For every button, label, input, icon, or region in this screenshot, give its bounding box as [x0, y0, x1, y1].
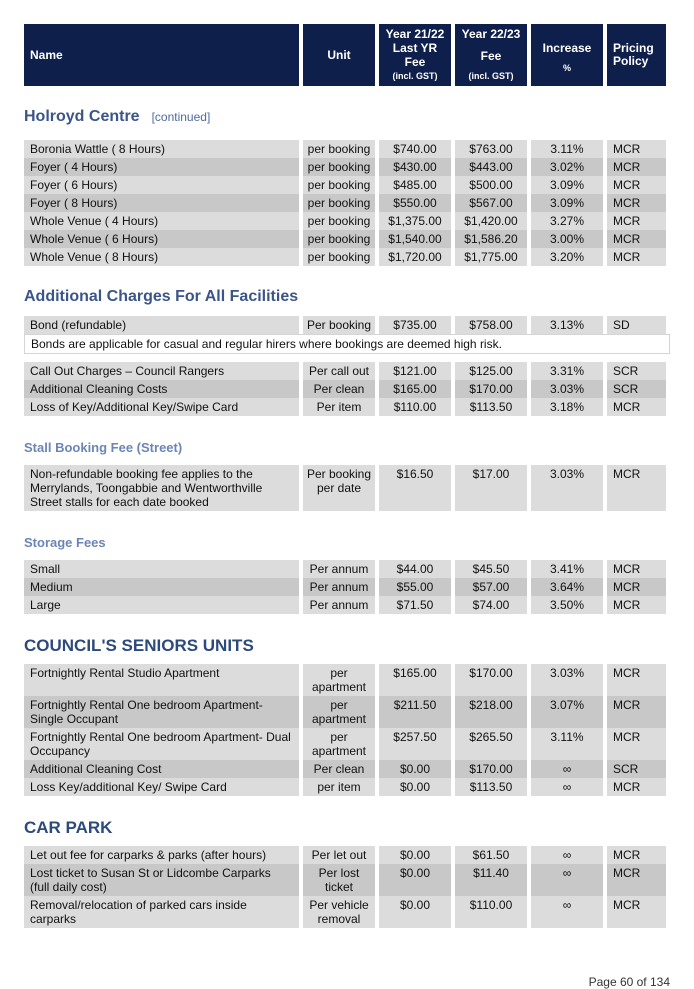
row-unit: per booking — [303, 194, 375, 212]
row-policy: MCR — [607, 230, 666, 248]
carpark-rows — [24, 846, 670, 928]
row-unit: per booking — [303, 176, 375, 194]
row-policy: MCR — [607, 398, 666, 416]
row-last-fee: $485.00 — [379, 176, 451, 194]
row-increase: ∞ — [531, 846, 603, 864]
row-unit: per apartment — [303, 728, 375, 760]
seniors-rows — [24, 664, 670, 796]
page-number: Page 60 of 134 — [588, 975, 670, 989]
row-name: Additional Cleaning Costs — [24, 380, 299, 398]
row-policy: MCR — [607, 896, 666, 928]
row-increase: ∞ — [531, 896, 603, 928]
row-unit: per booking — [303, 230, 375, 248]
row-name: Call Out Charges – Council Rangers — [24, 362, 299, 380]
row-increase: 3.02% — [531, 158, 603, 176]
fee-schedule — [24, 24, 670, 928]
table-row — [24, 140, 670, 158]
row-increase: 3.64% — [531, 578, 603, 596]
row-fee: $500.00 — [455, 176, 527, 194]
row-policy: SCR — [607, 760, 666, 778]
row-last-fee: $0.00 — [379, 864, 451, 896]
header-unit — [303, 24, 375, 86]
row-unit: per item — [303, 778, 375, 796]
row-name: Let out fee for carparks & parks (after hours) — [24, 846, 299, 864]
table-row — [24, 248, 670, 266]
header-last-year-l1: Year 21/22 — [385, 27, 445, 41]
row-last-fee: $0.00 — [379, 760, 451, 778]
row-unit: per apartment — [303, 696, 375, 728]
row-policy: MCR — [607, 212, 666, 230]
header-policy-l1: Pricing — [613, 41, 654, 55]
row-increase: 3.07% — [531, 696, 603, 728]
table-row — [24, 212, 670, 230]
section-title-stall: Stall Booking Fee (Street) — [24, 440, 183, 455]
row-increase: 3.13% — [531, 316, 603, 334]
row-fee: $113.50 — [455, 778, 527, 796]
row-increase: 3.09% — [531, 176, 603, 194]
continued-label: [continued] — [151, 110, 211, 124]
table-row — [24, 362, 670, 380]
row-last-fee: $165.00 — [379, 664, 451, 696]
table-header — [24, 24, 670, 86]
table-row — [24, 846, 670, 864]
row-policy: MCR — [607, 846, 666, 864]
row-last-fee: $0.00 — [379, 896, 451, 928]
row-increase: 3.00% — [531, 230, 603, 248]
row-unit: Per booking — [303, 316, 375, 334]
row-unit: Per annum — [303, 596, 375, 614]
row-last-fee: $71.50 — [379, 596, 451, 614]
row-fee: $61.50 — [455, 846, 527, 864]
row-policy: SD — [607, 316, 666, 334]
table-row — [24, 896, 670, 928]
row-last-fee: $0.00 — [379, 778, 451, 796]
header-fee — [455, 24, 527, 86]
row-fee: $1,586.20 — [455, 230, 527, 248]
row-increase: 3.41% — [531, 560, 603, 578]
table-row — [24, 760, 670, 778]
table-row — [24, 176, 670, 194]
header-last-year-l4: (incl. GST) — [392, 71, 438, 81]
row-increase: ∞ — [531, 760, 603, 778]
header-fee-l3: (incl. GST) — [468, 71, 514, 81]
table-row — [24, 728, 670, 760]
row-policy: MCR — [607, 158, 666, 176]
additional-rows — [24, 362, 670, 416]
row-last-fee: $550.00 — [379, 194, 451, 212]
row-fee: $567.00 — [455, 194, 527, 212]
row-last-fee: $430.00 — [379, 158, 451, 176]
row-unit: per booking — [303, 212, 375, 230]
row-fee: $1,420.00 — [455, 212, 527, 230]
row-fee: $170.00 — [455, 380, 527, 398]
row-name: Loss Key/additional Key/ Swipe Card — [24, 778, 299, 796]
row-last-fee: $1,375.00 — [379, 212, 451, 230]
row-name: Loss of Key/Additional Key/Swipe Card — [24, 398, 299, 416]
row-policy: MCR — [607, 194, 666, 212]
row-name: Foyer ( 8 Hours) — [24, 194, 299, 212]
row-policy: MCR — [607, 465, 666, 511]
row-unit: Per item — [303, 398, 375, 416]
row-increase: ∞ — [531, 778, 603, 796]
header-policy-l2: Policy — [613, 54, 649, 68]
row-last-fee: $16.50 — [379, 465, 451, 511]
row-policy: MCR — [607, 596, 666, 614]
row-policy: MCR — [607, 176, 666, 194]
row-fee: $218.00 — [455, 696, 527, 728]
header-unit-label: Unit — [327, 48, 351, 62]
row-unit: per booking — [303, 158, 375, 176]
row-name: Fortnightly Rental One bedroom Apartment- Dual Occupancy — [24, 728, 299, 760]
row-name: Foyer ( 4 Hours) — [24, 158, 299, 176]
bond-note: Bonds are applicable for casual and regular hirers where bookings are deemed high risk. — [24, 334, 670, 354]
row-last-fee: $1,720.00 — [379, 248, 451, 266]
row-name: Whole Venue ( 6 Hours) — [24, 230, 299, 248]
table-row — [24, 194, 670, 212]
row-last-fee: $55.00 — [379, 578, 451, 596]
header-last-year — [379, 24, 451, 86]
row-last-fee: $211.50 — [379, 696, 451, 728]
header-last-year-l2: Last YR — [392, 41, 438, 55]
row-unit: Per annum — [303, 560, 375, 578]
row-fee: $11.40 — [455, 864, 527, 896]
header-name-label: Name — [30, 48, 63, 62]
row-last-fee: $740.00 — [379, 140, 451, 158]
row-policy: MCR — [607, 864, 666, 896]
row-last-fee: $44.00 — [379, 560, 451, 578]
row-policy: SCR — [607, 362, 666, 380]
row-fee: $110.00 — [455, 896, 527, 928]
header-name — [24, 24, 299, 86]
section-title-additional: Additional Charges For All Facilities — [24, 288, 299, 305]
row-unit: Per call out — [303, 362, 375, 380]
row-increase: 3.18% — [531, 398, 603, 416]
table-row — [24, 578, 670, 596]
row-fee: $125.00 — [455, 362, 527, 380]
header-last-year-l3: Fee — [404, 55, 426, 69]
table-row — [24, 380, 670, 398]
row-increase: 3.20% — [531, 248, 603, 266]
row-unit: Per clean — [303, 380, 375, 398]
row-fee: $57.00 — [455, 578, 527, 596]
header-increase-l1: Increase — [542, 41, 592, 55]
row-fee: $1,775.00 — [455, 248, 527, 266]
row-fee: $763.00 — [455, 140, 527, 158]
row-policy: MCR — [607, 728, 666, 760]
holroyd-title: Holroyd Centre — [24, 108, 140, 125]
row-policy: MCR — [607, 140, 666, 158]
table-row — [24, 230, 670, 248]
row-fee: $170.00 — [455, 664, 527, 696]
row-unit: Per vehicle removal — [303, 896, 375, 928]
row-last-fee: $1,540.00 — [379, 230, 451, 248]
row-fee: $45.50 — [455, 560, 527, 578]
row-name: Medium — [24, 578, 299, 596]
section-title-seniors: COUNCIL'S SENIORS UNITS — [24, 636, 254, 655]
row-policy: MCR — [607, 664, 666, 696]
row-increase: 3.11% — [531, 140, 603, 158]
row-last-fee: $735.00 — [379, 316, 451, 334]
row-fee: $113.50 — [455, 398, 527, 416]
row-unit: Per clean — [303, 760, 375, 778]
row-increase: 3.03% — [531, 465, 603, 511]
section-title-carpark: CAR PARK — [24, 818, 113, 837]
row-unit: Per annum — [303, 578, 375, 596]
header-fee-l1: Year 22/23 — [461, 27, 521, 41]
row-name: Lost ticket to Susan St or Lidcombe Carparks (full daily cost) — [24, 864, 299, 896]
row-fee: $17.00 — [455, 465, 527, 511]
row-last-fee: $0.00 — [379, 846, 451, 864]
table-row — [24, 398, 670, 416]
table-row — [24, 664, 670, 696]
row-increase: 3.09% — [531, 194, 603, 212]
header-increase — [531, 24, 603, 86]
row-name: Non-refundable booking fee applies to the Merrylands, Toongabbie and Wentworthville Street stalls for each date booked — [24, 465, 299, 511]
row-last-fee: $165.00 — [379, 380, 451, 398]
row-unit: Per let out — [303, 846, 375, 864]
row-unit: per apartment — [303, 664, 375, 696]
row-policy: MCR — [607, 248, 666, 266]
row-fee: $758.00 — [455, 316, 527, 334]
table-row-bond — [24, 316, 670, 334]
row-name: Boronia Wattle ( 8 Hours) — [24, 140, 299, 158]
row-increase: 3.50% — [531, 596, 603, 614]
row-name: Bond (refundable) — [24, 316, 299, 334]
row-policy: MCR — [607, 578, 666, 596]
table-row — [24, 864, 670, 896]
table-row — [24, 696, 670, 728]
row-increase: ∞ — [531, 864, 603, 896]
row-name: Whole Venue ( 4 Hours) — [24, 212, 299, 230]
row-last-fee: $121.00 — [379, 362, 451, 380]
row-name: Fortnightly Rental Studio Apartment — [24, 664, 299, 696]
row-increase: 3.27% — [531, 212, 603, 230]
row-unit: Per lost ticket — [303, 864, 375, 896]
row-name: Fortnightly Rental One bedroom Apartment- Single Occupant — [24, 696, 299, 728]
row-fee: $265.50 — [455, 728, 527, 760]
row-fee: $443.00 — [455, 158, 527, 176]
header-increase-l2: % — [562, 63, 571, 73]
row-last-fee: $110.00 — [379, 398, 451, 416]
row-fee: $170.00 — [455, 760, 527, 778]
row-fee: $74.00 — [455, 596, 527, 614]
row-name: Whole Venue ( 8 Hours) — [24, 248, 299, 266]
row-name: Small — [24, 560, 299, 578]
table-row — [24, 560, 670, 578]
row-increase: 3.31% — [531, 362, 603, 380]
row-policy: MCR — [607, 778, 666, 796]
row-name: Additional Cleaning Cost — [24, 760, 299, 778]
table-row — [24, 158, 670, 176]
row-name: Removal/relocation of parked cars inside carparks — [24, 896, 299, 928]
table-row-stall — [24, 465, 670, 511]
header-fee-l2: Fee — [480, 49, 502, 63]
section-title-holroyd — [24, 108, 670, 126]
row-policy: MCR — [607, 560, 666, 578]
row-policy: SCR — [607, 380, 666, 398]
row-name: Large — [24, 596, 299, 614]
row-policy: MCR — [607, 696, 666, 728]
row-unit: per booking — [303, 140, 375, 158]
section-title-storage: Storage Fees — [24, 535, 106, 550]
row-last-fee: $257.50 — [379, 728, 451, 760]
row-increase: 3.11% — [531, 728, 603, 760]
table-row — [24, 778, 670, 796]
row-increase: 3.03% — [531, 380, 603, 398]
table-row — [24, 596, 670, 614]
holroyd-rows — [24, 140, 670, 266]
row-unit: per booking — [303, 248, 375, 266]
row-increase: 3.03% — [531, 664, 603, 696]
storage-rows — [24, 560, 670, 614]
header-policy — [607, 24, 666, 86]
row-name: Foyer ( 6 Hours) — [24, 176, 299, 194]
row-unit: Per booking per date — [303, 465, 375, 511]
